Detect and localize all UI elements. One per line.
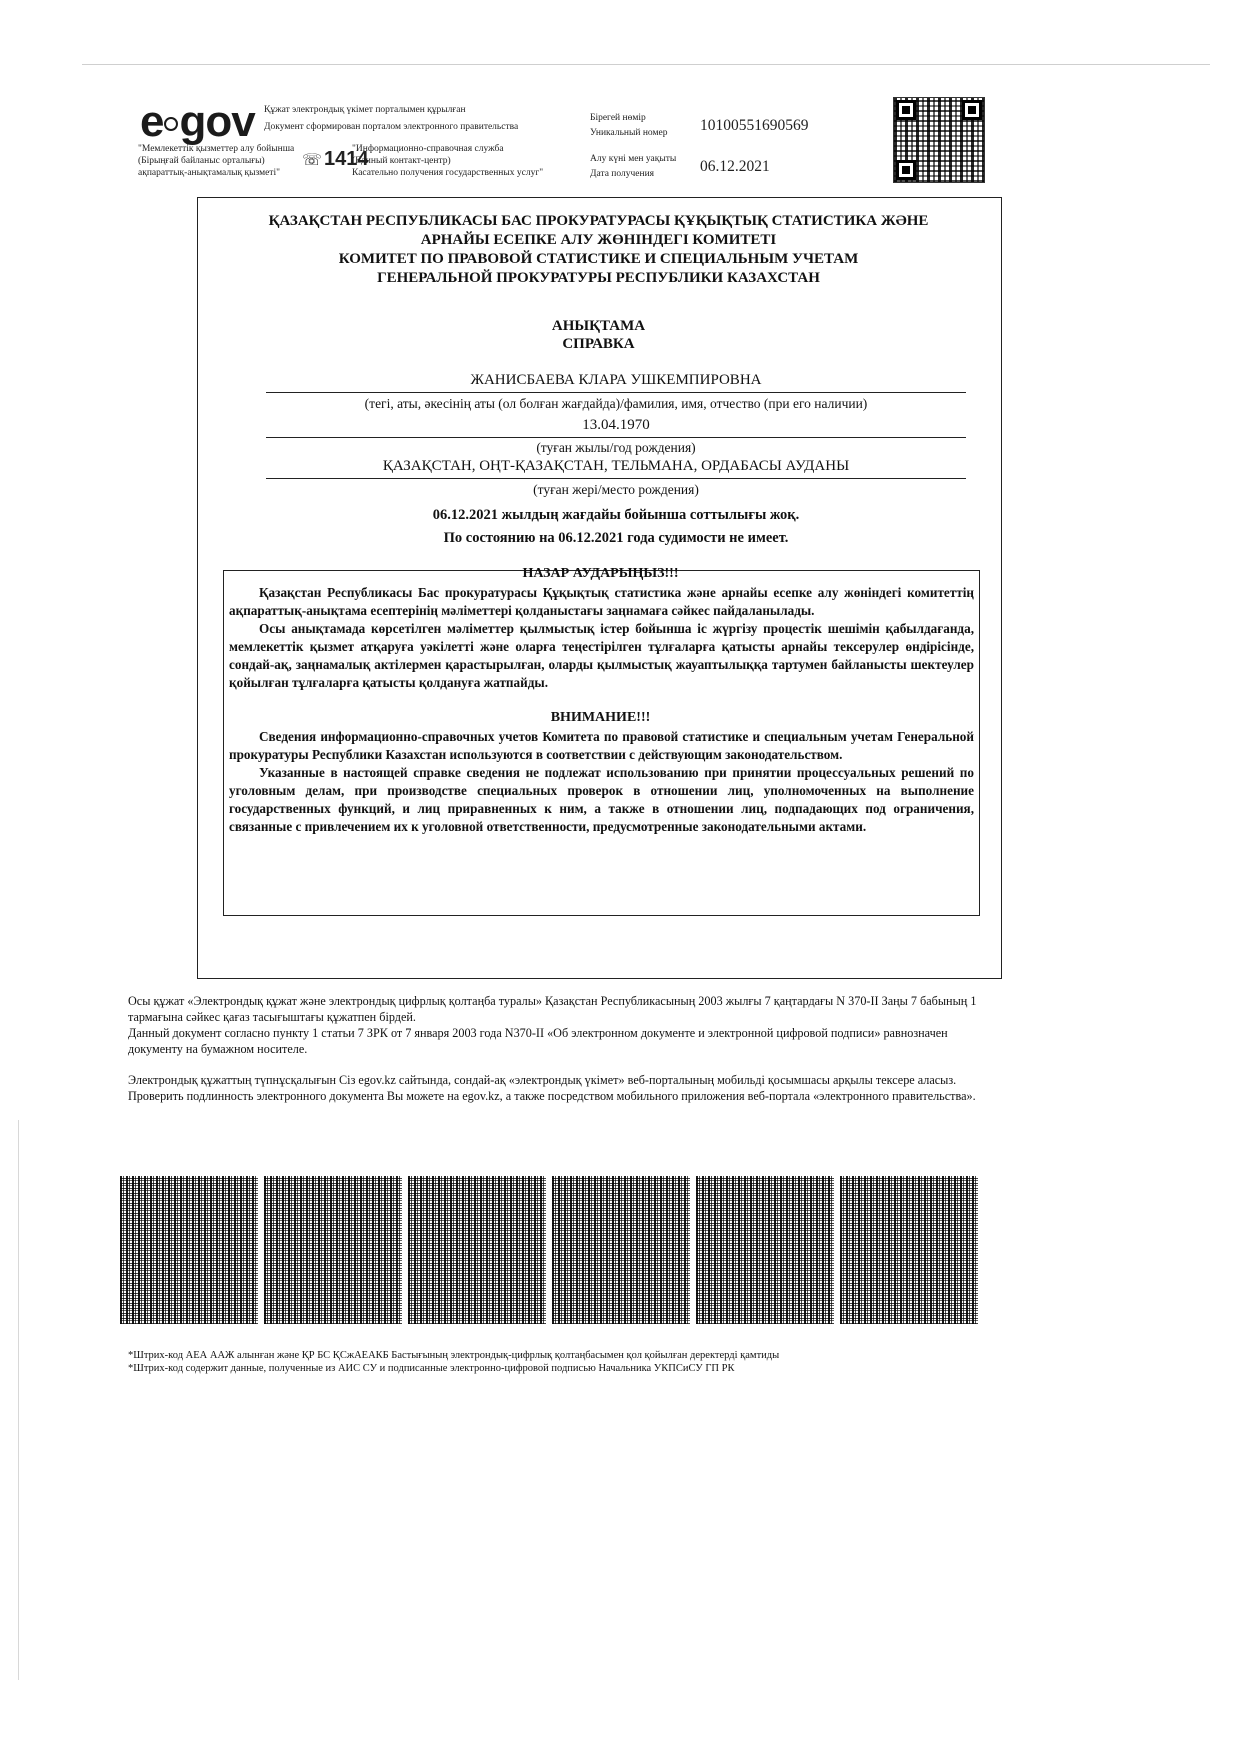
contact-center-kz-2: (Бірыңғай байланыс орталығы): [138, 156, 265, 166]
uid-label-ru: Уникальный номер: [590, 128, 668, 138]
barcode-strip: [120, 1176, 980, 1324]
birth-date-caption: (туған жылы/год рождения): [536, 440, 696, 455]
phone-number: ☏ 1414: [302, 148, 369, 170]
verify-notice: [128, 1072, 990, 1104]
contact-center-ru-2: (Единый контакт-центр): [352, 156, 451, 166]
2d-barcode-icon: [120, 1176, 258, 1324]
barcode-note-kz: *Штрих-код АЕА ААЖ алынған және ҚР БС ҚСжАЕАКБ Бастығының электрондық-цифрлық қолтаңбасымен қол қойылған деректерді қамтиды: [128, 1350, 780, 1361]
date-label-ru: Дата получения: [590, 169, 655, 179]
org-line-4: ГЕНЕРАЛЬНОЙ ПРОКУРАТУРЫ РЕСПУБЛИКИ КАЗАХСТАН: [377, 270, 820, 286]
legal-notice: [128, 993, 990, 1057]
status-kz: 06.12.2021 жылдың жағдайы бойынша соттылығы жоқ.: [432, 507, 800, 523]
legal-ru: Данный документ согласно пункту 1 статьи 7 ЗРК от 7 января 2003 года N370-II «Об электронном документе и электронной цифровой подписи» равнозначен документу на бумажном носителе.: [128, 1026, 948, 1056]
portal-note-kz: Құжат электрондық үкімет порталымен құрылған: [264, 105, 466, 115]
contact-center-ru-1: "Информационно-справочная служба: [352, 144, 504, 154]
uid-label-kz: Бірегей нөмір: [590, 113, 646, 123]
org-line-2: АРНАЙЫ ЕСЕПКЕ АЛУ ЖӨНІНДЕГІ КОМИТЕТІ: [420, 232, 777, 248]
2d-barcode-icon: [696, 1176, 834, 1324]
title-kz: АНЫҚТАМА: [551, 318, 646, 334]
title-ru: СПРАВКА: [562, 336, 635, 352]
contact-center-ru-3: Касательно получения государственных услуг": [352, 168, 544, 178]
2d-barcode-icon: [552, 1176, 690, 1324]
birth-date-underline: [266, 437, 966, 438]
notice-kz-paragraph-2: Осы анықтамада көрсетілген мәліметтер қылмыстық істер бойынша іс жүргізу процестік шешімін қабылдағанда, мемлекеттік қызмет атқаруға уәкілетті және оларға теңестірілген тұлғаларға қатысты арнайы тексерулер өндірісінде, сондай-ақ, заңнамалық актілермен қарастырылған, оларды қылмыстық жауаптылыққа тартумен байланысты шектеулер қойылған тұлғаларға қатысты қолдануға жатпайды.: [229, 621, 974, 690]
date-value: 06.12.2021: [700, 158, 770, 175]
notice-kz-paragraph-1: Қазақстан Республикасы Бас прокуратурасы Құқықтық статистика және арнайы есепке алу жөніндегі комитеттің ақпараттық-анықтама есептерінің мәліметтері қолданыстағы заңнамаға сәйкес пайдаланылады.: [229, 585, 974, 618]
issuing-organization: [197, 212, 1000, 288]
notice-text-ru: [229, 728, 974, 836]
name-caption: (тегі, аты, әкесінің аты (ол болған жағдайда)/фамилия, имя, отчество (при его наличии): [364, 396, 868, 411]
egov-logo: e gov: [140, 97, 255, 146]
legal-kz: Осы құжат «Электрондық құжат және электрондық цифрлық қолтаңба туралы» Қазақстан Республикасының 2003 жылғы 7 қаңтардағы N 370-II Заңы 7 бабының 1 тармағына сәйкес қағаз тасығыштағы құжатпен бірдей.: [128, 994, 977, 1024]
name-underline: [266, 392, 966, 393]
status-ru: По состоянию на 06.12.2021 года судимости не имеет.: [443, 530, 789, 546]
notice-ru-paragraph-1: Сведения информационно-справочных учетов Комитета по правовой статистике и специальным учетам Генеральной прокуратуры Республики Казахстан используются в соответствии с действующим законодательством.: [229, 729, 974, 762]
person-name: ЖАНИСБАЕВА КЛАРА УШКЕМПИРОВНА: [470, 372, 762, 388]
2d-barcode-icon: [264, 1176, 402, 1324]
birth-place-caption: (туған жері/место рождения): [533, 482, 699, 497]
notice-ru-paragraph-2: Указанные в настоящей справке сведения не подлежат использованию при принятии процессуальных решений по уголовным делам, при производстве специальных проверок в отношении лиц, уполномоченных на выполнение государственных функций, и лиц приравненных к ним, а также в отношении лиц, подпадающих под ограничения, связанные с привлечением их к уголовной ответственности, предусмотренные законодательными актами.: [229, 765, 974, 834]
birth-date: 13.04.1970: [582, 417, 650, 433]
org-line-1: ҚАЗАҚСТАН РЕСПУБЛИКАСЫ БАС ПРОКУРАТУРАСЫ ҚҰҚЫҚТЫҚ СТАТИСТИКА ЖӘНЕ: [268, 213, 929, 229]
org-line-3: КОМИТЕТ ПО ПРАВОВОЙ СТАТИСТИКЕ И СПЕЦИАЛЬНЫМ УЧЕТАМ: [338, 251, 859, 267]
notice-title-kz: НАЗАР АУДАРЫҢЫЗ!!!: [522, 566, 679, 581]
uid-value: 10100551690569: [700, 117, 809, 134]
2d-barcode-icon: [840, 1176, 978, 1324]
verify-ru: Проверить подлинность электронного документа Вы можете на egov.kz, а также посредством мобильного приложения веб-портала «электронного правительства».: [128, 1089, 976, 1103]
scan-edge-line: [18, 1120, 19, 1680]
portal-note-ru: Документ сформирован порталом электронного правительства: [264, 122, 519, 132]
qr-code-icon: [893, 97, 985, 183]
notice-title-ru: ВНИМАНИЕ!!!: [550, 710, 651, 725]
2d-barcode-icon: [408, 1176, 546, 1324]
contact-center-kz-3: ақпараттық-анықтамалық қызметі": [138, 168, 280, 178]
verify-kz: Электрондық құжаттың түпнұсқалығын Сіз egov.kz сайтында, сондай-ақ «электрондық үкімет» веб-порталының мобильді қосымшасы арқылы тексере аласыз.: [128, 1073, 957, 1087]
date-label-kz: Алу күні мен уақыты: [590, 154, 677, 164]
top-edge-line: [82, 64, 1210, 65]
birth-place-underline: [266, 478, 966, 479]
phone-icon: ☏: [302, 152, 323, 169]
barcode-note-ru: *Штрих-код содержит данные, полученные из АИС СУ и подписанные электронно-цифровой подписью Начальника УКПСиСУ ГП РК: [128, 1363, 735, 1374]
contact-center-kz-1: "Мемлекеттік қызметтер алу бойынша: [138, 144, 295, 154]
birth-place: ҚАЗАҚСТАН, ОҢТ-ҚАЗАҚСТАН, ТЕЛЬМАНА, ОРДАБАСЫ АУДАНЫ: [382, 458, 850, 474]
notice-text-kz: [229, 584, 974, 692]
